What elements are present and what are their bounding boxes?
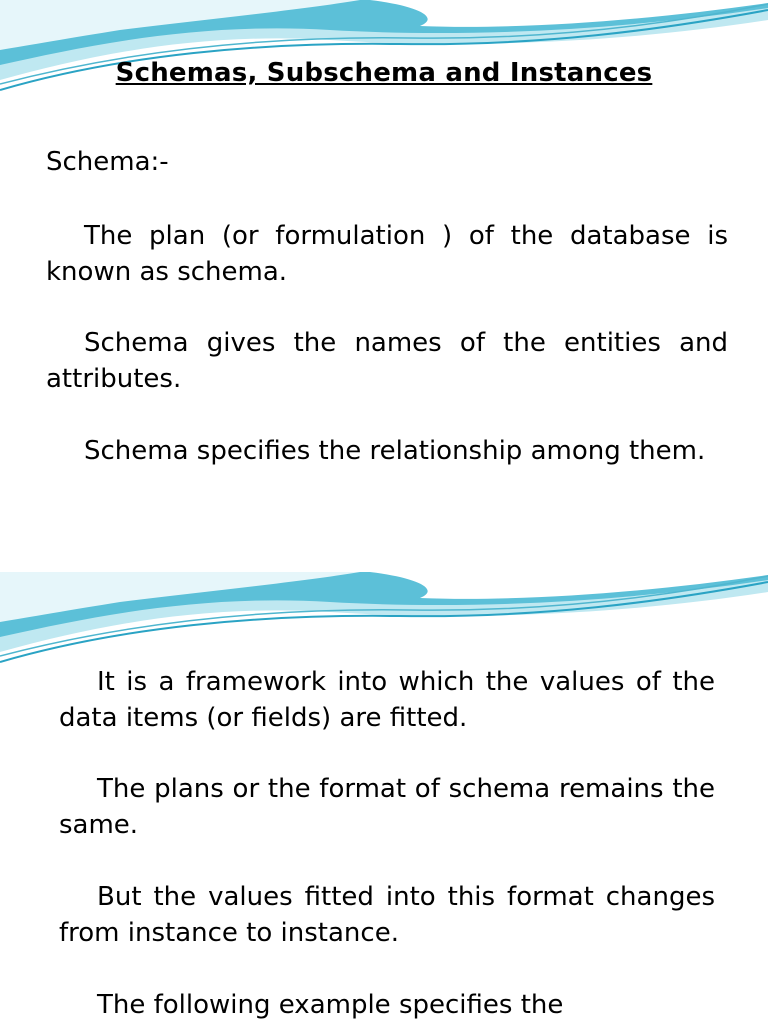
paragraph: The following example specifies the: [97, 990, 564, 1020]
paragraph: The plan (or formulation ) of the database is known as schema.: [46, 221, 728, 287]
schema-heading: Schema:-: [46, 147, 169, 177]
slide-title: Schemas, Subschema and Instances: [115, 58, 653, 88]
paragraph: But the values fitted into this format changes from instance to instance.: [59, 882, 715, 948]
slide-2: [0, 512, 768, 1024]
paragraph: It is a framework into which the values of the data items (or fields) are fitted.: [59, 667, 715, 733]
paragraph: Schema gives the names of the entities and attributes.: [46, 328, 728, 394]
decorative-wave-header: [0, 572, 768, 672]
paragraph: The plans or the format of schema remains the same.: [59, 774, 715, 840]
paragraph: Schema specifies the relationship among them.: [84, 436, 706, 466]
